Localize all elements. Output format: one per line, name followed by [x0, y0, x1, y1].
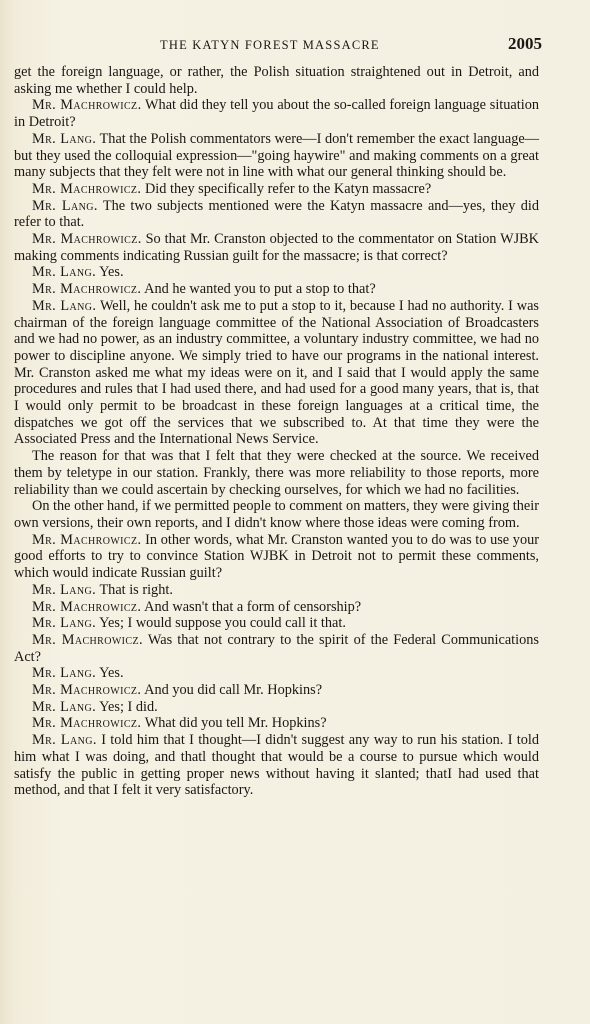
page-number: 2005 [508, 34, 542, 53]
speaker-name: Mr. Machrowicz. [32, 682, 142, 699]
paragraph [14, 715, 539, 732]
paragraph-text: And you did call Mr. Hopkins? [144, 682, 323, 699]
speaker-name: Mr. Machrowicz. [32, 715, 142, 732]
paragraph [14, 264, 539, 281]
paragraph [14, 682, 539, 699]
speaker-name: Mr. Lang. [32, 665, 97, 682]
paragraph-text: On the other hand, if we permitted people to comment on matters, they were giving their own versions, their own reports, and I didn't know where those ideas were coming from. [14, 498, 539, 531]
speaker-name: Mr. Lang. [32, 264, 97, 281]
paragraph-text: And he wanted you to put a stop to that? [144, 281, 376, 298]
speaker-name: Mr. Lang. [32, 615, 97, 632]
paragraph-text: What did you tell Mr. Hopkins? [144, 715, 327, 732]
speaker-name: Mr. Lang. [32, 130, 97, 147]
speaker-name: Mr. Machrowicz. [32, 531, 142, 548]
paragraph-text: The reason for that was that I felt that they were checked at the source. We received them by teletype in our station. Frankly, there was more reliability to those reports, more reliability than we could ascertain by checking ourselves, for which we had no facilities. [14, 448, 539, 498]
paragraph-text: What did they tell you about the so-called foreign language situation in Detroit? [14, 97, 539, 131]
paragraph [14, 131, 539, 181]
paragraph [14, 599, 539, 616]
speaker-name: Mr. Lang. [32, 732, 97, 749]
paragraph [14, 732, 539, 799]
paragraph-text: In other words, what Mr. Cranston wanted you to do was to use your good efforts to try to convince Station WJBK in Detroit not to permit these comments, which would indicate Russian guilt? [14, 531, 540, 582]
paragraph [14, 231, 539, 264]
paragraph [14, 97, 539, 130]
speaker-name: Mr. Machrowicz. [32, 180, 142, 197]
speaker-name: Mr. Machrowicz. [32, 598, 142, 615]
paragraph-text: Well, he couldn't ask me to put a stop to it, because I had no authority. I was chairman of the foreign language committee of the National Association of Broadcasters and we had no power, as an industry committee, a voluntary industry committee, we had no power to discipline anyone. We simply tried to have our programs in the national interest. Mr. Cranston asked me what my ideas were on it, and I said that I would apply the same procedures and rules that I had used there, and had used for a good many years, that is, that I would only permit to be broadcast in these foreign languages at a critical time, the dispatches we got off the services that we subscribed to. At that time they were the Associated Press and the International News Service. [14, 297, 539, 448]
paragraph [14, 64, 539, 97]
speaker-name: Mr. Machrowicz. [32, 631, 143, 648]
paragraph [14, 448, 539, 498]
paragraph [14, 281, 539, 298]
page-header [14, 34, 544, 56]
speaker-name: Mr. Lang. [32, 297, 97, 314]
paragraph-text: get the foreign language, or rather, the Polish situation straightened out in Detroit, and asking me whether I could help. [14, 64, 539, 97]
transcript-body [14, 64, 539, 799]
paragraph [14, 181, 539, 198]
paragraph-text: That the Polish commentators were—I don't remember the exact language—but they used the colloquial expression—"going haywire" and making comments on a great many subjects that they felt were not in line with what our general thinking should be. [14, 130, 539, 181]
speaker-name: Mr. Machrowicz. [32, 97, 142, 114]
running-head: THE KATYN FOREST MASSACRE [160, 38, 380, 52]
paragraph-text: Did they specifically refer to the Katyn massacre? [144, 180, 432, 197]
paragraph-text: Yes. [99, 264, 124, 281]
speaker-name: Mr. Lang. [32, 197, 98, 214]
paragraph-text: Yes; I did. [99, 698, 158, 715]
paragraph-text: So that Mr. Cranston objected to the commentator on Station WJBK making comments indicating Russian guilt for the massacre; is that correct? [14, 231, 539, 264]
paragraph [14, 198, 539, 231]
speaker-name: Mr. Machrowicz. [32, 281, 142, 298]
paragraph-text: Was that not contrary to the spirit of the Federal Communications Act? [14, 631, 539, 665]
paragraph [14, 665, 539, 682]
speaker-name: Mr. Machrowicz. [32, 231, 142, 248]
paragraph [14, 582, 539, 599]
speaker-name: Mr. Lang. [32, 581, 97, 598]
paragraph [14, 615, 539, 632]
speaker-name: Mr. Lang. [32, 698, 97, 715]
paragraph [14, 632, 539, 665]
paragraph [14, 298, 539, 448]
paragraph-text: I told him that I thought—I didn't suggest any way to run his station. I told him what I was doing, and thatl thought that would be a course to pursue which would satisfy the public in getting proper news without having it slanted; thatI had used that method, and that I felt it very satisfactory. [14, 732, 540, 799]
paragraph-text: Yes. [99, 665, 124, 682]
paragraph-text: That is right. [99, 581, 173, 598]
paragraph [14, 699, 539, 716]
paragraph-text: Yes; I would suppose you could call it that. [99, 615, 346, 632]
paragraph [14, 498, 539, 531]
paragraph-text: The two subjects mentioned were the Katyn massacre and—yes, they did refer to that. [14, 197, 539, 231]
paragraph [14, 532, 539, 582]
paragraph-text: And wasn't that a form of censorship? [144, 598, 362, 615]
